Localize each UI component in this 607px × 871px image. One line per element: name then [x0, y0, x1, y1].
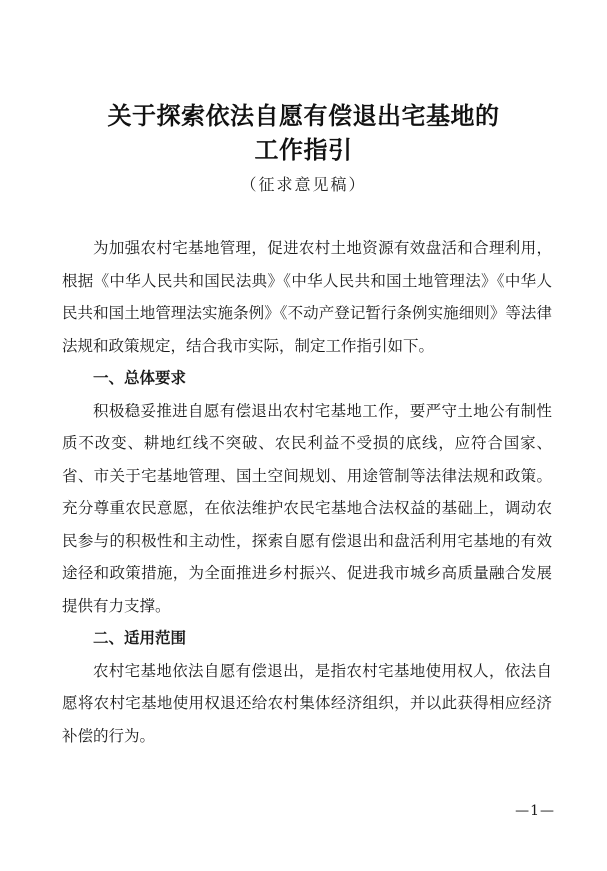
document-subtitle: （征求意见稿） — [240, 175, 367, 194]
section-paragraph-scope: 农村宅基地依法自愿有偿退出，是指农村宅基地使用权人，依法自愿将农村宅基地使用权退还给农村集体经济组织，并以此获得相应经济补偿的行为。 — [62, 661, 552, 745]
section-heading-scope: 二、适用范围 — [93, 629, 187, 647]
intro-paragraph: 为加强农村宅基地管理，促进农村土地资源有效盘活和合理利用，根据《中华人民共和国民法典》《中华人民共和国土地管理法》《中华人民共和国土地管理法实施条例》《不动产登记暂行条例实施细则》等法律法规和政策规定，结合我市实际，制定工作指引如下。 — [62, 239, 552, 355]
document-body — [62, 232, 552, 752]
section-heading-general-requirements: 一、总体要求 — [93, 369, 187, 387]
section-paragraph-general-requirements: 积极稳妥推进自愿有偿退出农村宅基地工作，要严守土地公有制性质不改变、耕地红线不突破、农民利益不受损的底线，应符合国家、省、市关于宅基地管理、国土空间规划、用途管制等法律法规和政策。充分尊重农民意愿，在依法维护农民宅基地合法权益的基础上，调动农民参与的积极性和主动性，探索自愿有偿退出和盘活利用宅基地的有效途径和政策措施，为全面推进乡村振兴、促进我市城乡高质量融合发展提供有力支撑。 — [62, 401, 552, 615]
page-number: —1— — [515, 803, 555, 819]
document-title-line-2: 工作指引 — [254, 136, 353, 164]
document-title-line-1: 关于探索依法自愿有偿退出宅基地的 — [107, 102, 500, 130]
